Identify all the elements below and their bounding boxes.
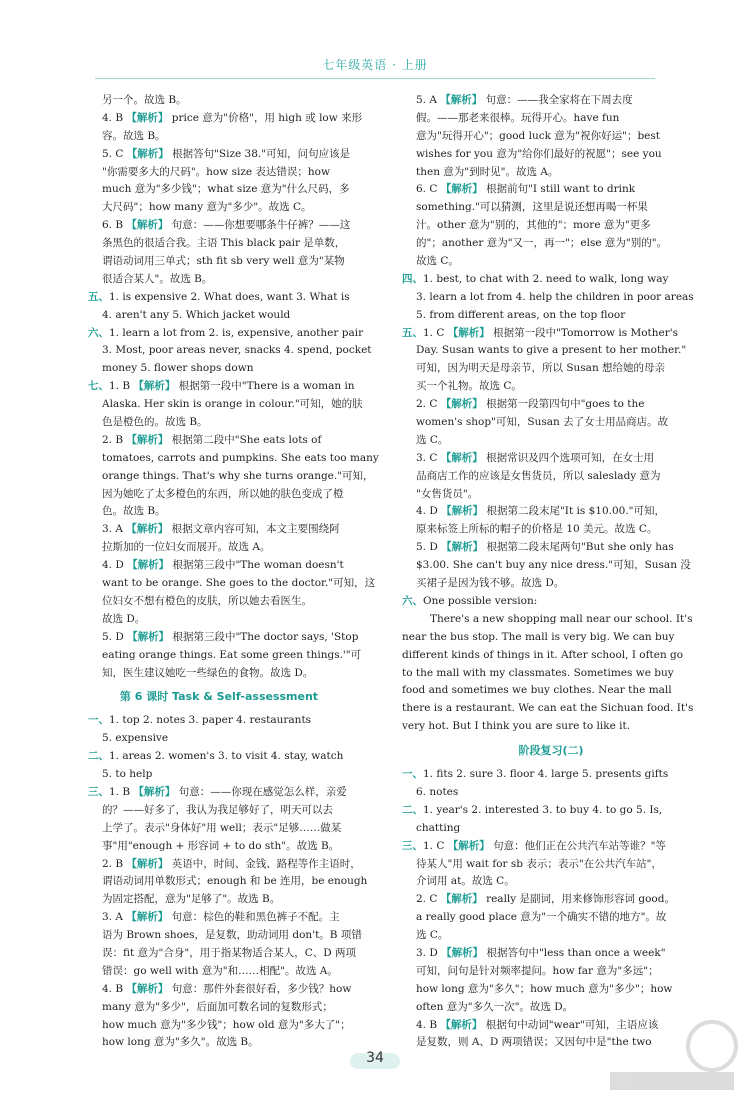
answer-line: 故选 D。 <box>102 612 146 625</box>
answer-line: 2. B 【解析】 根据第二段中"She eats lots of <box>102 433 322 446</box>
answer-line: 5. to help <box>102 768 153 781</box>
answer-line: 色是橙色的。故选 B。 <box>102 416 208 429</box>
section-marker: 二、 <box>402 803 423 816</box>
analysis-tag: 【解析】 <box>126 982 169 995</box>
analysis-tag: 【解析】 <box>126 911 169 924</box>
analysis-tag: 【解析】 <box>440 94 483 106</box>
answer-line: chatting <box>416 821 461 834</box>
section-marker: 四、 <box>402 272 423 285</box>
answer-line: 误：fit 意为"合身"，用于指某物适合某人，C、D 两项 <box>102 946 357 959</box>
answer-line: 4. B 【解析】 根据句中动词"wear"可知，主语应该 <box>416 1018 659 1031</box>
answer-line: 位妇女不想有橙色的皮肤，所以她去看医生。 <box>102 594 312 607</box>
section-marker: 一、 <box>88 714 109 727</box>
answer-line: 4. D 【解析】 根据第二段末尾"It is $10.00."可知， <box>416 505 665 518</box>
answer-line: 上学了。表示"身体好"用 well；表示"足够……做某 <box>102 821 342 834</box>
answer-line: 五、1. is expensive 2. What does, want 3. What is <box>88 290 350 303</box>
answer-line: 四、1. best, to chat with 2. need to walk, long way <box>402 272 669 285</box>
answer-line: how long 意为"多久"。故选 B。 <box>102 1036 259 1049</box>
analysis-tag: 【解析】 <box>441 946 484 959</box>
analysis-tag: 【解析】 <box>126 857 169 870</box>
answer-line: 色。故选 B。 <box>102 505 166 518</box>
answer-line: 3. C 【解析】 根据常识及四个选项可知，在女士用 <box>416 451 655 464</box>
answer-line: 5. from different areas, on the top floor <box>416 308 626 321</box>
answer-line: orange things. That's why she turns orange."可知， <box>102 469 374 482</box>
analysis-tag: 【解析】 <box>126 433 169 446</box>
essay <box>402 611 700 736</box>
right-answers-b <box>402 766 700 1052</box>
section-marker: 一、 <box>402 768 423 781</box>
analysis-tag: 【解析】 <box>441 505 484 518</box>
answer-line: 4. B 【解析】 price 意为"价格"，用 high 或 low 来形 <box>102 111 363 124</box>
answer-line: 可知，问句是针对频率提问。how far 意为"多远"； <box>416 964 659 977</box>
answer-line: 5. A 【解析】 句意：——我全家将在下周去度 <box>416 94 633 106</box>
answer-line: 三、1. B 【解析】 句意：——你现在感觉怎么样，亲爱 <box>88 785 347 798</box>
review-heading: 阶段复习(二) <box>518 744 584 758</box>
essay-line: food and sometimes we buy clothes. Near the mall <box>402 684 672 697</box>
answer-line: 2. B 【解析】 英语中，时间、金钱、路程等作主语时， <box>102 857 361 870</box>
answer-line: want to be orange. She goes to the doctor."可知，这 <box>102 577 376 590</box>
answer-line: 汁。other 意为"别的，其他的"；more 意为"更多 <box>416 219 651 232</box>
answer-line: tomatoes, carrots and pumpkins. She eats too many <box>102 451 379 464</box>
answer-line: 条黑色的很适合我。主语 This black pair 是单数， <box>102 237 346 250</box>
answer-line: money 5. flower shops down <box>102 362 254 375</box>
answer-line: $3.00. She can't buy any nice dress."可知，Susan 没 <box>416 559 691 572</box>
answer-line: Alaska. Her skin is orange in colour."可知，她的肤 <box>102 398 363 411</box>
answer-line: 选 C。 <box>416 929 449 942</box>
answer-line: 六、1. learn a lot from 2. is, expensive, another pair <box>88 326 364 339</box>
left-answers-b <box>88 712 368 1052</box>
left-answers-a <box>88 92 379 682</box>
answer-line: 一、1. top 2. notes 3. paper 4. restaurants <box>88 714 312 727</box>
answer-line: 二、1. areas 2. women's 3. to visit 4. stay, watch <box>88 750 344 763</box>
answer-line: 另一个。故选 B。 <box>102 94 187 106</box>
header-divider <box>95 78 655 79</box>
answer-line: then 意为"到时见"。故选 A。 <box>416 165 559 178</box>
analysis-tag: 【解析】 <box>133 380 176 393</box>
answer-line: 品商店工作的应该是女售货员，所以 saleslady 意为 <box>416 469 661 482</box>
answer-line: 原来标签上所标的帽子的价格是 10 美元。故选 C。 <box>416 523 658 536</box>
section-marker: 七、 <box>88 380 109 393</box>
analysis-tag: 【解析】 <box>440 1018 483 1031</box>
answer-line: 5. expensive <box>102 732 169 745</box>
answer-line: 谓语动词用单数形式；enough 和 be 连用，be enough <box>102 875 368 888</box>
answer-line: 5. D 【解析】 根据第二段末尾两句"But she only has <box>416 541 674 554</box>
answer-line: 拉斯加的一位妇女而展开。故选 A。 <box>102 541 271 554</box>
analysis-tag: 【解析】 <box>133 785 176 798</box>
answer-line: 谓语动词用三单式；sth fit sb very well 意为"某物 <box>102 255 345 268</box>
answer-line: 3. learn a lot from 4. help the children in poor areas <box>416 290 694 303</box>
answer-line: 4. B 【解析】 句意：那件外套很好看，多少钱？how <box>102 982 352 995</box>
section-marker: 二、 <box>88 750 109 763</box>
answer-line: 七、1. B 【解析】 根据第一段中"There is a woman in <box>88 380 355 393</box>
essay-line: to the mall with my classmates. Sometimes we buy <box>402 666 674 679</box>
analysis-tag: 【解析】 <box>126 147 169 160</box>
answer-line: 3. D 【解析】 根据答句中"less than once a week" <box>416 946 666 959</box>
answer-line: 假。——那老来很棒。玩得开心。have fun <box>416 111 620 124</box>
analysis-tag: 【解析】 <box>440 893 483 906</box>
essay-line: There's a new shopping mall near our school. It's <box>430 612 693 625</box>
section-marker: 五、 <box>402 326 423 339</box>
analysis-tag: 【解析】 <box>447 839 490 852</box>
answer-line: eating orange things. Eat some green things.'"可 <box>102 648 362 661</box>
section-marker: 六、 <box>88 326 109 339</box>
analysis-tag: 【解析】 <box>441 541 484 554</box>
left-column <box>88 92 379 1052</box>
answer-line: 6. B 【解析】 句意：——你想要哪条牛仔裤？——这 <box>102 219 351 232</box>
answer-line: 事"用"enough + 形容词 + to do sth"。故选 B。 <box>102 839 340 852</box>
analysis-tag: 【解析】 <box>126 219 169 232</box>
essay-line: there is a restaurant. We can eat the Sichuan food. It's <box>402 702 694 715</box>
answer-line: 2. C 【解析】 really 是副词，用来修饰形容词 good。 <box>416 893 675 906</box>
answer-line: 很适合某人"。故选 B。 <box>102 272 213 285</box>
answer-line: much 意为"多少钱"；what size 意为"什么尺码，多 <box>102 183 350 196</box>
answer-line: 故选 C。 <box>416 255 459 268</box>
answer-line: 是复数，则 A、D 两项错误；又因句中是"the two <box>416 1036 652 1049</box>
answer-line: 选 C。 <box>416 433 449 446</box>
header-title: 七年级英语 · 上册 <box>322 58 428 72</box>
answer-line: 2. C 【解析】 根据第一段第四句中"goes to the <box>416 398 645 411</box>
answer-line: "你需要多大的尺码"。how size 表达错误；how <box>102 165 330 178</box>
answer-line: often 意为"多久一次"。故选 D。 <box>416 1000 574 1013</box>
watermark-logo <box>602 1016 742 1096</box>
answer-line: 的？——好多了，我认为我足够好了，明天可以去 <box>102 803 333 816</box>
answer-line: 容。故选 B。 <box>102 129 166 142</box>
section-marker: 五、 <box>88 290 109 303</box>
answer-line: 4. aren't any 5. Which jacket would <box>102 308 291 321</box>
analysis-tag: 【解析】 <box>126 523 169 536</box>
answer-line: many 意为"多少"，后面加可数名词的复数形式； <box>102 1000 333 1013</box>
analysis-tag: 【解析】 <box>127 630 170 643</box>
answer-line: 因为她吃了太多橙色的东西，所以她的肤色变成了橙 <box>102 487 344 500</box>
analysis-tag: 【解析】 <box>440 398 483 411</box>
section-marker: 六、 <box>402 594 423 607</box>
answer-line: 错误：go well with 意为"和……相配"。故选 A。 <box>102 964 338 977</box>
answer-line: 六、One possible version: <box>402 594 538 607</box>
answer-line: wishes for you 意为"给你们最好的祝愿"；see you <box>416 147 662 160</box>
essay-line: very hot. But I think you are sure to like it. <box>402 720 631 733</box>
answer-line: how long 意为"多久"；how much 意为"多少"；how <box>416 982 673 995</box>
right-column <box>402 92 700 1052</box>
answer-line: 3. A 【解析】 根据文章内容可知，本文主要围绕阿 <box>102 523 340 536</box>
answer-line: how much 意为"多少钱"；how old 意为"多大了"； <box>102 1018 351 1031</box>
answer-line: 三、1. C 【解析】 句意：他们正在公共汽车站等谁？"等 <box>402 839 666 852</box>
essay-line: different kinds of things in it. After school, I often go <box>402 648 684 661</box>
section-marker: 三、 <box>88 785 109 798</box>
analysis-tag: 【解析】 <box>447 326 490 339</box>
answer-line: 五、1. C 【解析】 根据第一段中"Tomorrow is Mother's <box>402 326 679 339</box>
answer-line: 知，医生建议她吃一些绿色的食物。故选 D。 <box>102 666 314 679</box>
answer-line: 4. D 【解析】 根据第三段中"The woman doesn't <box>102 559 344 572</box>
lesson-heading: 第 6 课时 Task & Self-assessment <box>119 690 319 704</box>
answer-line: 二、1. year's 2. interested 3. to buy 4. to go 5. Is, <box>402 803 663 816</box>
answer-line: 3. Most, poor areas never, snacks 4. spend, pocket <box>102 344 372 357</box>
analysis-tag: 【解析】 <box>440 451 483 464</box>
answer-line: 介词用 at。故选 C。 <box>416 875 515 888</box>
right-answers-a <box>402 92 700 611</box>
page-header <box>0 0 750 82</box>
answer-line: 一、1. fits 2. sure 3. floor 4. large 5. presents gifts <box>402 768 669 781</box>
answer-line: 大尺码"；how many 意为"多少"。故选 C。 <box>102 201 312 214</box>
answer-line: something."可以猜测，这里是说还想再喝一杯果 <box>416 201 648 214</box>
analysis-tag: 【解析】 <box>126 111 169 124</box>
page-number: 34 <box>350 1050 400 1072</box>
answer-line: 待某人"用 wait for sb 表示；表示"在公共汽车站"， <box>416 857 663 870</box>
answer-line: 3. A 【解析】 句意：棕色的鞋和黑色裤子不配。主 <box>102 911 340 924</box>
analysis-tag: 【解析】 <box>127 559 170 572</box>
answer-line: "女售货员"。 <box>416 487 479 500</box>
answer-line: 买一个礼物。故选 C。 <box>416 380 522 393</box>
answer-line: women's shop"可知，Susan 去了女士用品商店。故 <box>416 416 669 429</box>
section-marker: 三、 <box>402 839 423 852</box>
answer-line: 买裙子是因为钱不够。故选 D。 <box>416 577 565 590</box>
answer-line: 意为"玩得开心"；good luck 意为"祝你好运"；best <box>416 129 660 142</box>
essay-line: near the bus stop. The mall is very big. We can buy <box>402 630 675 643</box>
answer-line: 语为 Brown shoes，是复数，助动词用 don't。B 项错 <box>102 929 362 942</box>
answer-line: 的"；another 意为"又一，再一"；else 意为"别的"。 <box>416 237 668 250</box>
answer-line: 6. C 【解析】 根据前句"I still want to drink <box>416 183 636 196</box>
answer-line: 5. C 【解析】 根据答句"Size 38."可知，问句应该是 <box>102 147 351 160</box>
answer-line: 6. notes <box>416 785 459 798</box>
answer-line: 5. D 【解析】 根据第三段中"The doctor says, 'Stop <box>102 630 359 643</box>
answer-line: 可知，因为明天是母亲节，所以 Susan 想给她的母亲 <box>416 362 666 375</box>
analysis-tag: 【解析】 <box>440 183 483 196</box>
answer-line: 为固定搭配，意为"足够了"。故选 B。 <box>102 893 281 906</box>
answer-line: Day. Susan wants to give a present to her mother." <box>416 344 687 357</box>
answer-line: a really good place 意为"一个确实不错的地方"。故 <box>416 911 667 924</box>
